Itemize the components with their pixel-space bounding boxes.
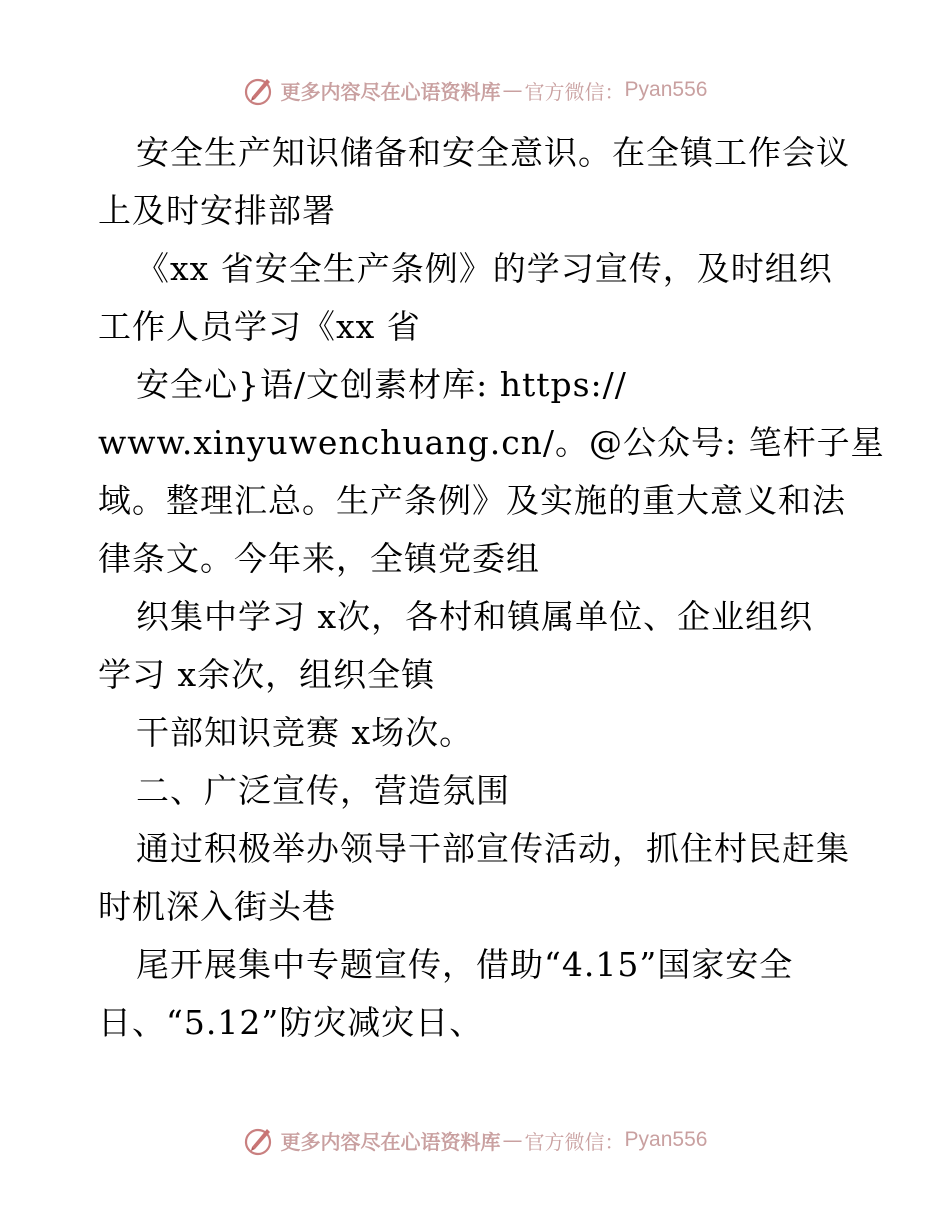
- watermark-contact-handle: Pyan556: [624, 1128, 708, 1151]
- text-line: 织集中学习 x次，各村和镇属单位、企业组织: [136, 597, 814, 636]
- text-line: 《xx 省安全生产条例》的学习宣传，及时组织: [136, 249, 833, 288]
- text-line: 工作人员学习《xx 省: [98, 307, 421, 346]
- text-line: 日、“5.12”防灾减灾日、: [98, 1003, 484, 1042]
- header-watermark: [0, 70, 950, 110]
- watermark-contact-label: 官方微信：: [524, 1129, 625, 1154]
- text-line: 时机深入街头巷: [98, 887, 336, 926]
- text-line: 安全心}语/文创素材库: https://: [136, 365, 627, 404]
- text-line: 干部知识竞赛 x场次。: [136, 713, 474, 752]
- watermark-contact-label: 官方微信：: [524, 79, 625, 104]
- text-line: 安全生产知识储备和安全意识。在全镇工作会议: [136, 133, 850, 172]
- text-line: 二、广泛宣传，营造氛围: [136, 771, 510, 810]
- watermark-dash: —: [502, 78, 523, 102]
- quill-logo-icon: [243, 73, 277, 107]
- watermark-dash: —: [502, 1128, 523, 1152]
- text-line: 通过积极举办领导干部宣传活动，抓住村民赶集: [136, 829, 850, 868]
- text-line: 域。整理汇总。生产条例》及实施的重大意义和法: [98, 481, 846, 520]
- quill-logo-icon: [243, 1123, 277, 1157]
- text-line: www.xinyuwenchuang.cn/。@公众号: 笔杆子星: [98, 423, 885, 462]
- text-line: 律条文。今年来，全镇党委组: [98, 539, 540, 578]
- text-line: 上及时安排部署: [98, 191, 336, 230]
- text-line: 学习 x余次，组织全镇: [98, 655, 436, 694]
- watermark-brand: 更多内容尽在心语资料库: [280, 1129, 501, 1154]
- text-line: 尾开展集中专题宣传，借助“4.15”国家安全: [136, 945, 794, 984]
- watermark-brand: 更多内容尽在心语资料库: [280, 79, 501, 104]
- watermark-contact-handle: Pyan556: [624, 78, 708, 101]
- footer-watermark: [0, 1120, 950, 1160]
- document-body: [98, 124, 898, 1052]
